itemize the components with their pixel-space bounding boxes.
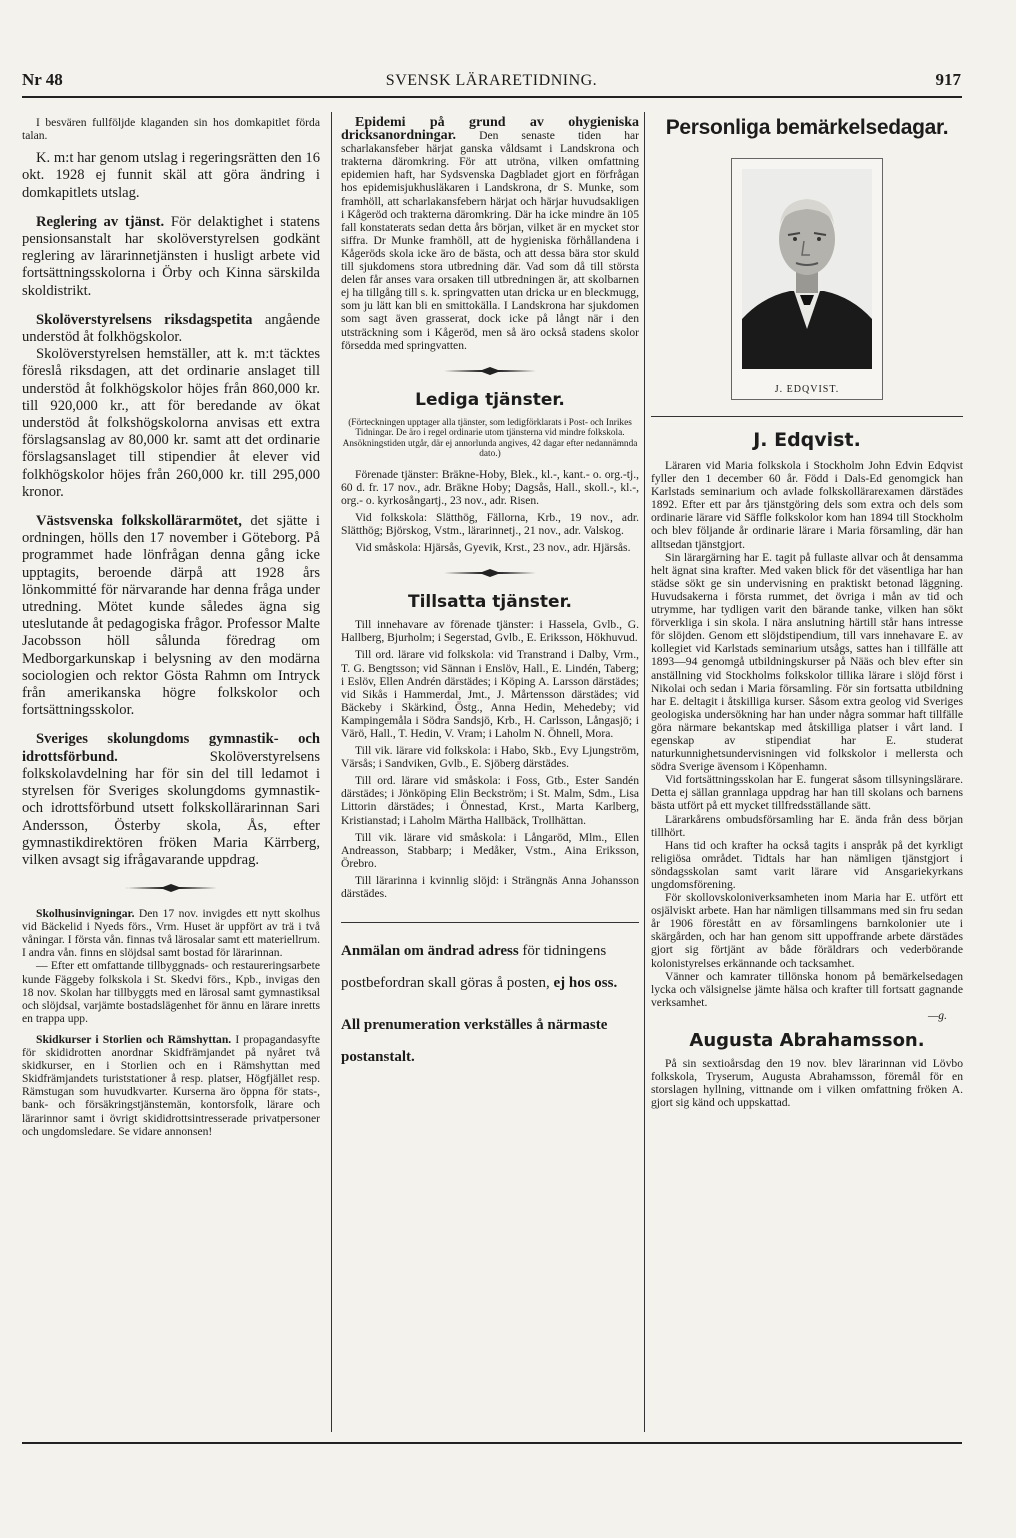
notice-prenumeration: All prenumeration verkställes å närmaste postanstalt. xyxy=(341,1017,608,1066)
bio-paragraph: Sin lärargärning har E. tagit på fullaste allvar och åt densamma helt ägnat sina krafter. Med vaken blick för det väsentliga har han städse sökt ge sin undervisning en praktiskt betonad läggning. Huvudsakerna i första rummet, det övriga i mån av tid och utrymme, har tydligen varit den bärande tanke, vilken han sökt förverkliga i sin skola. I nära anslutning härtill står hans intresse för slöjden. Genom ett slöjdstipendium, till vars innehavare E. av kollegiet vid Karlstads seminarium utsågs, sattes han i tillfälle att 1893—94 genomgå utbildningskurser på Nääs och blev efter sin anställning vid Stockholms folkskolor tillika lärare i slöjd först i Nikolai och sedan i Maria församling. För sin fortsatta utbildning har E. deltagit i åtskilliga kurser. Såsom extra geolog vid Sveriges geologiska undersökning har han under några sommar haft tillfälle göra närmare bekantskap med åtskilliga platser i vårt land. I egenskap av stipendiat har E. studerat naturkunnighetsundervisningen vid folkskolor i mellersta och södra Sverige ävensom i Köpenhamn. xyxy=(651,550,963,774)
listing-paragraph: Till vik. lärare vid folkskola: i Habo, Skb., Evy Ljungström, Värsås; i Sandviken, Gvlb., E. Sjöberg därstädes. xyxy=(341,744,639,771)
issue-number: Nr 48 xyxy=(22,70,63,89)
article-paragraph: Skolöverstyrelsen hemställer, att k. m:t täcktes föreslå riksdagen, att det ordinarie anslaget till understöd åt folkhögskolor höjes från 860,000 kr. till 920,000 kr., att för beredande av ökat understöd åt folkshögskolorna anvisas ett extra förslagsanslag av 80,000 kr. samt att det ordinarie förslagsanslaget till stipendier åt elever vid folkhögskolor höjes från 260,000 kr. till 295,000 kronor. xyxy=(22,346,320,500)
header-rule xyxy=(22,96,962,98)
author-signature: —g. xyxy=(927,1008,947,1022)
column-divider xyxy=(331,112,332,1432)
notice-address: Anmälan om ändrad adress för tidningens postbefordran skall göras å posten, ej hos oss. xyxy=(341,943,618,992)
ornament-divider xyxy=(125,883,217,893)
column-divider xyxy=(644,112,645,1432)
page-number: 917 xyxy=(935,70,961,89)
section-title-tillsatta: Tillsatta tjänster. xyxy=(407,592,573,613)
page-header xyxy=(22,70,961,94)
article-paragraph: I besvären fullföljde klaganden sin hos domkapitlet förda talan. xyxy=(22,116,320,143)
person-name-edqvist: J. Edqvist. xyxy=(753,429,861,451)
ornament-divider xyxy=(444,366,536,376)
article-paragraph: — Efter ett omfattande tillbyggnads- och restaureringsarbete kunde Fäggeby folkskola i St. Skedvi förs., Kpb., invigas den 18 nov. Skolan har tillbyggts med en lärosal samt gymnastiksal och slöjdsal, varjämte bostadslägenhet för ännu en lärare inretts en trappa upp. xyxy=(22,959,320,1025)
column-2 xyxy=(341,116,639,1436)
listing-paragraph: Till ord. lärare vid småskola: i Foss, Gtb., Ester Sandén därstädes; i Jönköping Elin Beckström; i St. Malm, Sdm., Lisa Littorin därstädes; i Önnestad, Krst., Marta Karlberg, Kristianstad; i Laholm Märtha Hallbäck, Trollhättan. xyxy=(341,774,639,827)
journal-title: SVENSK LÄRARETIDNING. xyxy=(385,72,598,89)
bio-paragraph: På sin sextioårsdag den 19 nov. blev lärarinnan vid Lövbo folkskola, Tryserum, Augusta Abrahamsson, föremål för en storslagen hyllning, vittnande om i vilken omfattning fröken A. gjort sig känd och uppskattad. xyxy=(651,1057,963,1110)
article-epidemi: Epidemi på grund av ohygieniska dricksanordningar. Den senaste tiden har scharlakansfeber härjat ganska våldsamt i Landskrona och trakterna däromkring. För att utröna, vilken omfattning epidemien haft, har Sydsvenska Dagbladet gjort en förfrågan hos epidemisjukhusläkaren i Landskrona, dr S. Munke, som framhöll, att scharlakansfebern härjat och härjar huvudsakligen i Kågeröd och trakterna däromkring. Där ha icke mindre än 105 fall konstaterats sedan detta års början, vilket är en mycket stor siffra. Dr Munke framhöll, att de hygieniska förhållandena i Kågeröds skola icke äro de bästa, och att dessa bära stor skuld till sjukdomens stora utbredning där. Vad som då till största delen får anses vara orsaken till utbredningen är, att skolbarnen ej ha tillgång till s. k. springvatten utan dricka ur en bleckmugg, som ju lätt kan bli en smittokälla. I Landskrona har sjukdomen som sagt även grasserat, dock icke på långt när i den utsträckning som i Kågeröd, men så äro också stadens skolor försedda med springvatten. xyxy=(341,116,639,352)
bio-paragraph: Vid fortsättningsskolan har E. fungerat såsom tillsyningslärare. Detta ej sällan grannlaga uppdrag har han till skolans och barnens bästa utfört på ett mycket tillfredsställande sätt. xyxy=(651,773,963,813)
section-rule xyxy=(651,416,963,417)
listing-paragraph: Till vik. lärare vid småskola: i Långaröd, Mlm., Ellen Andreasson, Stabbarp; i Medåker, Vstm., Aina Eriksson, Örebro. xyxy=(341,830,639,870)
notice-rule xyxy=(341,922,639,923)
article-reglering: Reglering av tjänst. För delaktighet i statens pensionsanstalt har skolöverstyrelsen godkänt reglering av lärarinnetjänsten i husligt arbete vid fortsättningsskolorna i Örby och Kinna särskilda skoldistrikt. xyxy=(22,213,320,299)
article-heading: Västsvenska folkskollärarmötet, xyxy=(36,513,242,530)
column-1 xyxy=(22,116,320,1436)
listing-paragraph: Till innehavare av förenade tjänster: i Hassela, Gvlb., G. Hallberg, Bjurholm; i Segerstad, Gvlb., E. Eriksson, Hökhuvud. xyxy=(341,618,639,645)
portrait-caption: J. EDQVIST. xyxy=(774,384,840,395)
listing-paragraph: Till ord. lärare vid folkskola: vid Transtrand i Dalby, Vrm., T. G. Bengtsson; vid Sännan i Enslöv, Hall., E. Lindén, Taberg; i Eslöv, Ellen Andrén därstädes; i Köping A. Larsson därstädes; vid Sikås i Hammerdal, Jmt., J. Mårtensson därstädes; vid Bäckeby i Skärkind, Östg., Anna Hedin, Mehedeby; vid Kampingemåla i Södra Sandsjö, Krb., H. Carlsson, Långasjö; i Värö, Hall., T. Hedin, V. Vram; i Laholm N. Öhnell, Mora. xyxy=(341,648,639,740)
portrait-photo xyxy=(742,169,872,369)
section-title-personliga: Personliga bemärkelsedagar. xyxy=(665,116,949,139)
article-folkskollararmotet: Västsvenska folkskollärarmötet, det sjätte i ordningen, hölls den 17 november i Göteborg. På programmet hade lönfrågan denna gång icke upptagits, beroende därpå att 1928 års lönkommitté för närvarande har denna fråga under utredning. Mötet kunde således ägna sig uteslutande åt pedagogiska frågor. Professor Malte Jacobsson höll sålunda föredrag om Medborgarkunskap i belysning av den modärna sociologien och rektor Gösta Rahmn om Intryck från amerikanska högre folkskolor och fortsättningsskolor. xyxy=(22,513,320,719)
person-name-abrahamsson: Augusta Abrahamsson. xyxy=(689,1030,925,1052)
column-3 xyxy=(651,116,963,1436)
lediga-note: (Förteckningen upptager alla tjänster, som ledigförklarats i Post- och Inrikes Tidningar. De äro i regel ordinarie utom tjänsterna vid mindre folkskola. Ansökningstiden utgår, där ej annorlunda angives, 42 dagar efter nedannämnda dato.) xyxy=(342,417,638,460)
article-heading: Epidemi på grund av ohygieniska dricksanordningar. xyxy=(341,116,639,144)
section-title-lediga: Lediga tjänster. xyxy=(415,389,565,410)
bio-paragraph: Lärarkårens ombudsförsamling har E. ända från dess början tillhört. xyxy=(651,812,963,839)
listing-paragraph: Vid folkskola: Slätthög, Fällorna, Krb., 19 nov., adr. Slätthög; Björskog, Vstm., lärarinnetj., 21 nov., adr. Valskog. xyxy=(341,510,639,538)
article-heading: Reglering av tjänst. xyxy=(36,213,165,230)
article-skidkurser: Skidkurser i Storlien och Rämshyttan. I propagandasyfte för skididrotten anordnar Skidfrämjandet på nyåret två skidkurser, en i Storlien och en i Rämshyttan med Skidfrämjandets turiststationer å resp. platser, Högfjället resp. Rämstugan som huvudkvarter. Kurserna äro öppna för stats-, bank- och försäkringstjänstemän, kontorsfolk, lärare och lärarinnor samt i övrigt skididrottsintresserade privatpersoner och ungdomsledare. Se vidare annonsen! xyxy=(22,1032,320,1138)
bio-paragraph: Hans tid och krafter ha också tagits i anspråk på det kyrkligt religiösa området. Tidtals har han nämligen tjänstgjort i söndagsskolan samt varit lärare vid Ansgariekyrkans ungdomsförening. xyxy=(651,838,963,891)
portrait-frame xyxy=(731,158,883,400)
article-skolhusinvigningar: Skolhusinvigningar. Den 17 nov. invigdes ett nytt skolhus vid Bäckelid i Nyeds förs., Vrm. Huset är uppfört av trä i två våningar. I första vån. finnas två lärosalar samt ett materiellrum. I andra vån. finns en slöjdsal samt bostad för lärarinnan. xyxy=(22,907,320,960)
bio-paragraph: För skollovskoloniverksamheten inom Maria har E. utfört ett osjälviskt arbete. Han har nämligen tillsammans med sin fru sedan år 1906 förestått en av församlingens barnkolonier ute i skärgården, och har han genom sitt uppoffrande arbete därstädes gjort sig förtjänt av både föräldrars och vederbörande kolonistyrelses erkännande och tacksamhet. xyxy=(651,891,963,970)
article-heading: Skolöverstyrelsens riksdagspetita xyxy=(36,311,253,328)
article-heading: Sveriges skolungdoms gymnastik- och idrottsförbund. xyxy=(22,731,320,765)
article-paragraph: K. m:t har genom utslag i regeringsrätten den 16 okt. 1928 ej funnit skäl att göra ändring i domkapitlets utslag. xyxy=(22,150,320,201)
listing-paragraph: Förenade tjänster: Bräkne-Hoby, Blek., kl.-, kant.- o. org.-tj., 60 d. fr. 17 nov., adr. Bräkne Hoby; Dagsås, Hall., skoll.-, kl.-, org.- o. kyrkosångartj., 23 nov., adr. Risen. xyxy=(341,467,639,507)
article-heading: Skolhusinvigningar. xyxy=(36,907,135,921)
bio-paragraph: Läraren vid Maria folkskola i Stockholm John Edvin Edqvist fyller den 1 december 60 år. Född i Dals-Ed genomgick han Karlstads seminarium och avlade folkskollärarexamen därstädes 1892. Efter ett par års tjänstgöring dels som extra och dels som ordinarie lärare vid Säffle folkskolor kom han 1894 till Stockholm och blev följande år ordinarie lärare i Maria församling, där han alltsedan tjänstgjort. xyxy=(651,459,963,551)
article-petita: Skolöverstyrelsens riksdagspetita angående understöd åt folkhögskolor. xyxy=(22,311,320,346)
ornament-divider xyxy=(444,568,536,578)
listing-paragraph: Till lärarinna i kvinnlig slöjd: i Strängnäs Anna Johansson därstädes. xyxy=(341,873,639,901)
listing-paragraph: Vid småskola: Hjärsås, Gyevik, Krst., 23 nov., adr. Hjärsås. xyxy=(355,541,631,555)
bio-paragraph: Vänner och kamrater tillönska honom på bemärkelsedagen lycka och välsignelse jämte hälsa och krafter till fortsatt gagnande verksamhet. xyxy=(651,969,963,1009)
article-idrottsforbund: Sveriges skolungdoms gymnastik- och idrottsförbund. Skolöverstyrelsens folkskolavdelning har för sin del till ledamot i styrelsen för Sveriges skolungdoms gymnastik- och idrottsförbund utsett folkskollärarinnan Sari Andersson, Österby skola, Ås, efter gymnastikdirektören fröken Maria Kärrberg, vilken avsagt sig ifrågavarande uppdrag. xyxy=(22,731,320,868)
footer-rule xyxy=(22,1442,962,1444)
article-heading: Skidkurser i Storlien och Rämshyttan. xyxy=(36,1032,232,1046)
